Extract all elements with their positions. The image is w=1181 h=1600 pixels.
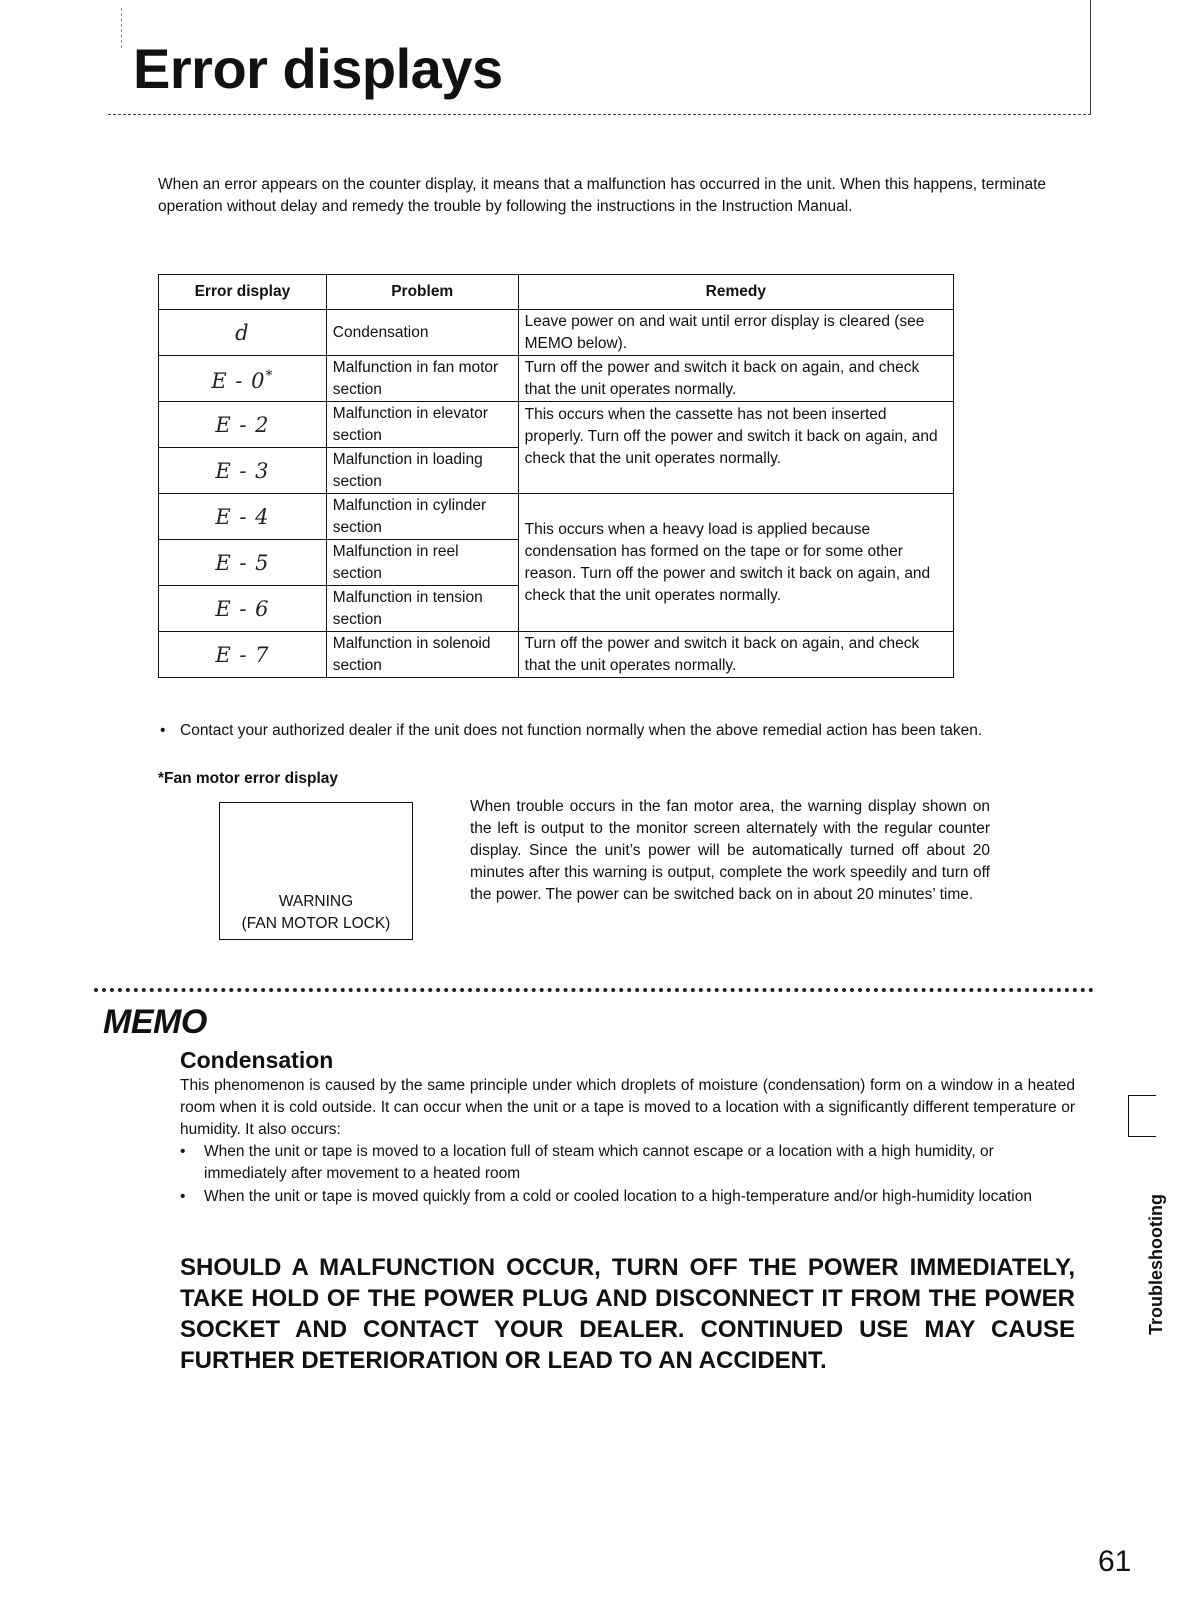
header-left-tick <box>121 8 122 48</box>
warning-line-1: WARNING <box>278 893 354 910</box>
list-item-text: When the unit or tape is moved quickly from a cold or cooled location to a high-temperature and/or high-humidity location <box>204 1188 1032 1205</box>
table-row <box>159 310 954 356</box>
error-code: d <box>235 320 250 345</box>
error-code-cell <box>159 356 327 402</box>
condensation-paragraph: This phenomenon is caused by the same principle under which droplets of moisture (condensation) form on a window in a heated room when it is cold outside. It can occur when the unit or a tape is moved to a location with a significantly different temperature or humidity. It also occurs: <box>180 1077 1075 1138</box>
error-code: E - 5 <box>215 550 270 575</box>
error-code: E - 0 <box>211 369 266 393</box>
error-code: E - 4 <box>215 504 270 529</box>
intro-paragraph: When an error appears on the counter display, it means that a malfunction has occurred in the unit. When this happens, terminate operation without delay and remedy the trouble by following the instructions in the Instruction Manual. <box>158 176 1047 215</box>
condensation-heading: Condensation <box>180 1047 334 1073</box>
remedy-cell: Turn off the power and switch it back on again, and check that the unit operates normally. <box>518 356 953 402</box>
side-tab-marker <box>1128 1095 1156 1137</box>
error-code-cell <box>159 310 327 356</box>
table-row <box>159 632 954 678</box>
problem-cell: Malfunction in elevator section <box>326 402 518 448</box>
table-row <box>159 356 954 402</box>
remedy-cell: This occurs when a heavy load is applied because condensation has formed on the tape or for some other reason. Turn off the power and switch it back on again, and check that the unit operates normally. <box>518 494 953 632</box>
problem-cell: Malfunction in reel section <box>326 540 518 586</box>
table-row <box>159 402 954 448</box>
error-code: E - 6 <box>215 596 270 621</box>
error-code-cell <box>159 494 327 540</box>
side-tab-label: Troubleshooting <box>1146 1194 1166 1335</box>
bullet-icon: • <box>160 722 166 739</box>
error-code-cell <box>159 402 327 448</box>
fan-motor-heading: *Fan motor error display <box>158 770 339 787</box>
fan-motor-description: When trouble occurs in the fan motor area, the warning display shown on the left is output to the monitor screen alternately with the regular counter display. Since the unit’s power will be automatically turned off about 20 minutes after this warning is output, complete the work speedily and turn off the power. The power can be switched back on in about 20 minutes’ time. <box>470 798 990 903</box>
error-code: E - 3 <box>215 458 270 483</box>
problem-cell: Condensation <box>326 310 518 356</box>
problem-cell: Malfunction in fan motor section <box>326 356 518 402</box>
list-item <box>180 1186 1075 1208</box>
remedy-cell: Turn off the power and switch it back on again, and check that the unit operates normally. <box>518 632 953 678</box>
header-frame-line <box>1090 0 1091 115</box>
safety-warning: SHOULD A MALFUNCTION OCCUR, TURN OFF THE POWER IMMEDIATELY, TAKE HOLD OF THE POWER PLUG AND DISCONNECT IT FROM THE POWER SOCKET AND CONTACT YOUR DEALER. CONTINUED USE MAY CAUSE FURTHER DETERIORATION OR LEAD TO AN ACCIDENT. <box>180 1254 1075 1374</box>
column-header-remedy: Remedy <box>518 275 953 310</box>
bullet-icon: • <box>180 1188 186 1205</box>
problem-cell: Malfunction in loading section <box>326 448 518 494</box>
error-code-cell <box>159 586 327 632</box>
list-item <box>180 1141 1075 1185</box>
memo-title: MEMO <box>103 1003 207 1041</box>
header-divider <box>108 114 1091 115</box>
table-row <box>159 494 954 540</box>
contact-note-text: Contact your authorized dealer if the unit does not function normally when the above remedial action has been taken. <box>180 722 983 739</box>
warning-line-2: (FAN MOTOR LOCK) <box>241 915 391 932</box>
remedy-cell: This occurs when the cassette has not been inserted properly. Turn off the power and switch it back on again, and check that the unit operates normally. <box>518 402 953 494</box>
error-code-cell <box>159 540 327 586</box>
error-code: E - 2 <box>215 412 270 437</box>
page-number: 61 <box>1098 1545 1132 1578</box>
condensation-list <box>180 1141 1075 1209</box>
footnote-mark: * <box>265 368 274 384</box>
list-item-text: When the unit or tape is moved to a location full of steam which cannot escape or a location with a high humidity, or immediately after movement to a heated room <box>204 1143 994 1182</box>
problem-cell: Malfunction in tension section <box>326 586 518 632</box>
error-code-cell <box>159 448 327 494</box>
column-header-problem: Problem <box>326 275 518 310</box>
contact-note <box>160 720 1120 742</box>
problem-cell: Malfunction in cylinder section <box>326 494 518 540</box>
error-code: E - 7 <box>215 642 270 667</box>
remedy-cell: Leave power on and wait until error display is cleared (see MEMO below). <box>518 310 953 356</box>
warning-display-box <box>219 802 413 940</box>
table-header-row <box>159 275 954 310</box>
error-code-cell <box>159 632 327 678</box>
error-table <box>158 274 954 678</box>
memo-dotted-divider <box>94 988 1094 992</box>
column-header-error-display: Error display <box>159 275 327 310</box>
bullet-icon: • <box>180 1143 186 1160</box>
page-title: Error displays <box>133 37 503 100</box>
problem-cell: Malfunction in solenoid section <box>326 632 518 678</box>
